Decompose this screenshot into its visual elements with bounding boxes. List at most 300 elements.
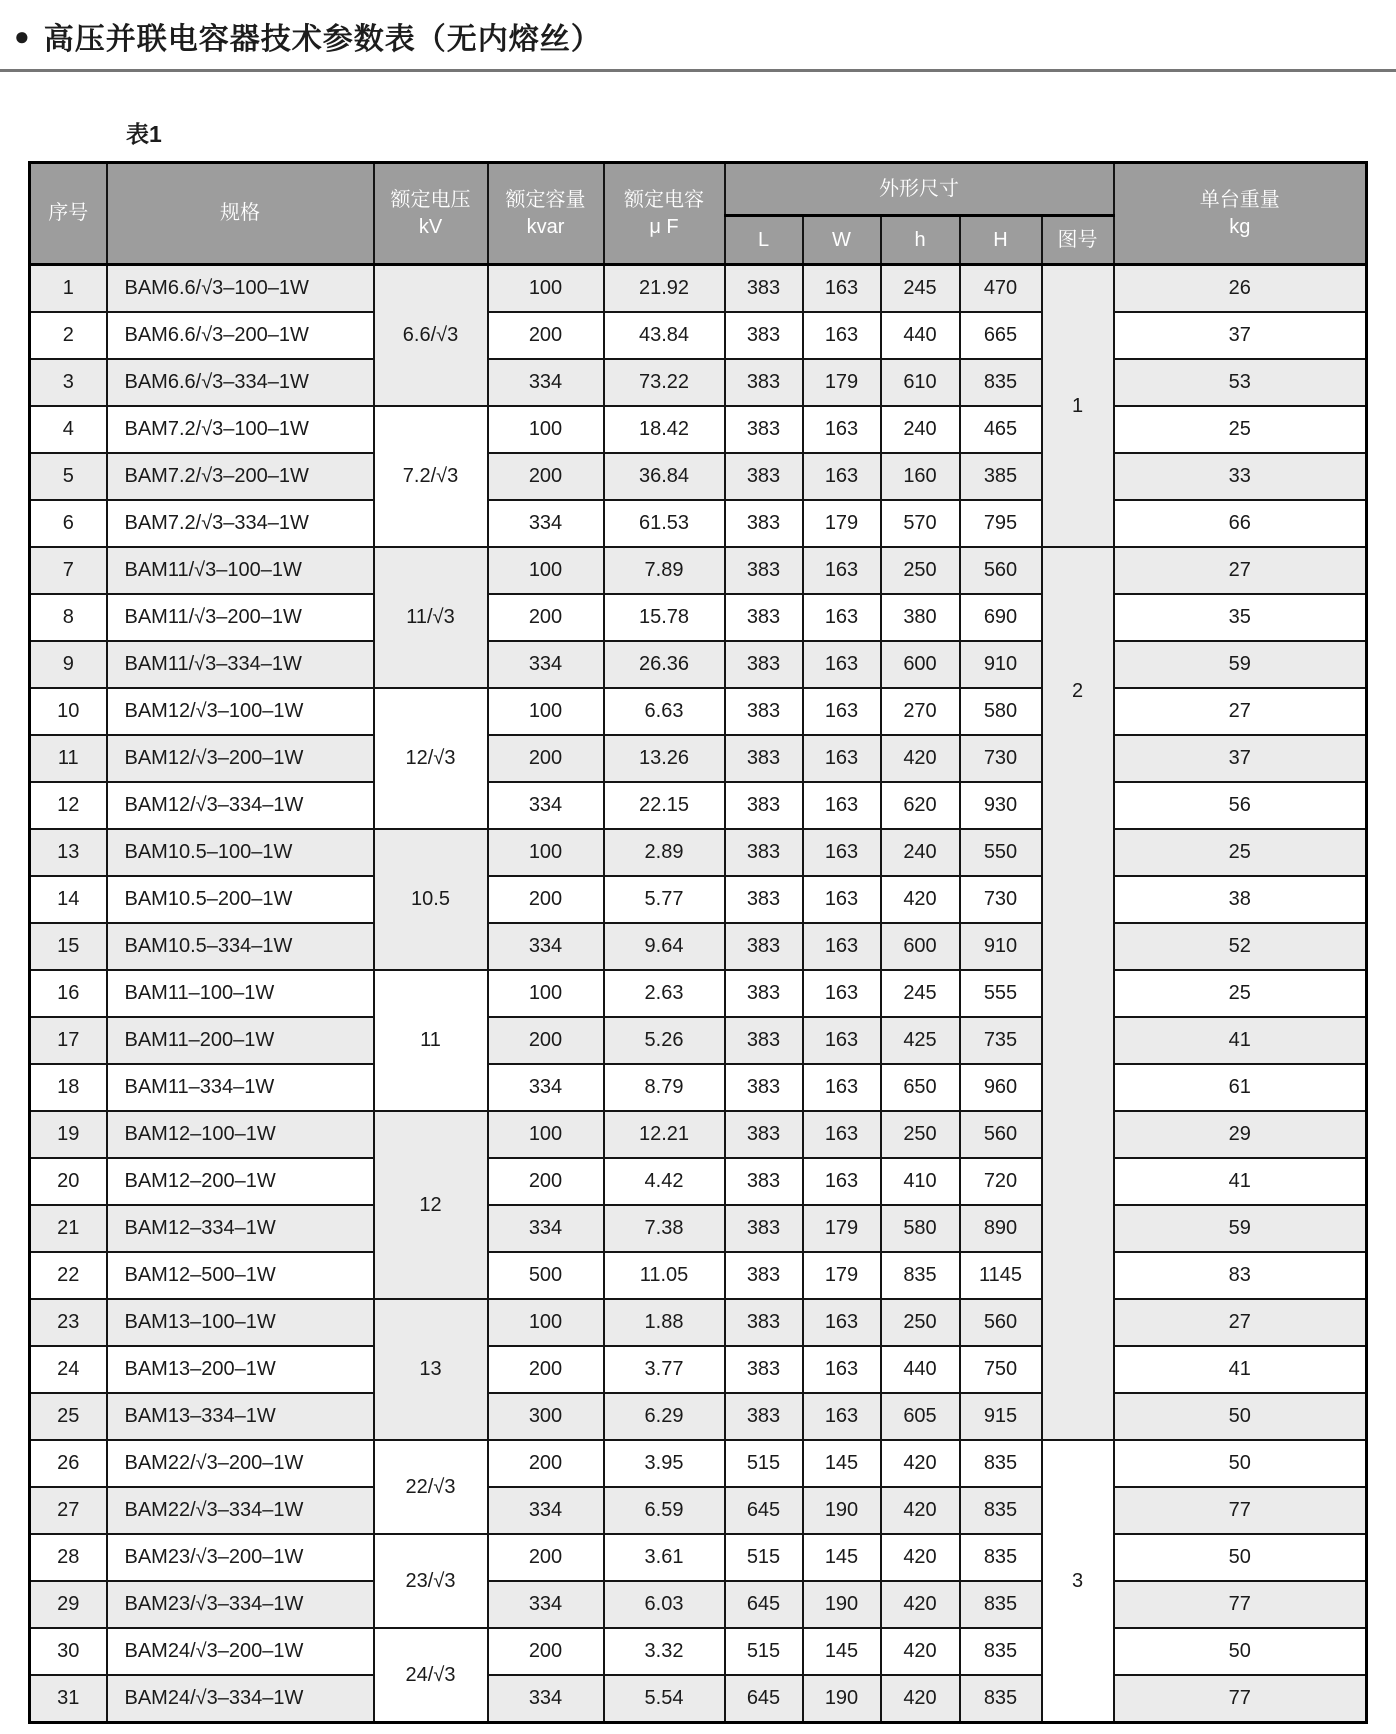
cell-dim-H: 560: [960, 547, 1042, 594]
cell-dim-H: 730: [960, 735, 1042, 782]
header-unit-weight-line1: 单台重量: [1199, 188, 1280, 211]
cell-dim-W: 163: [803, 1158, 881, 1205]
cell-dim-L: 383: [725, 1346, 803, 1393]
cell-serial: 31: [30, 1675, 107, 1723]
cell-dim-h: 250: [881, 547, 960, 594]
cell-serial: 13: [30, 829, 107, 876]
cell-model: BAM12–500–1W: [107, 1252, 374, 1299]
cell-unit-weight: 77: [1114, 1581, 1367, 1628]
cell-unit-weight: 50: [1114, 1534, 1367, 1581]
cell-serial: 25: [30, 1393, 107, 1440]
cell-unit-weight: 52: [1114, 923, 1367, 970]
table-row: [30, 1534, 1367, 1581]
cell-model: BAM7.2/√3–200–1W: [107, 453, 374, 500]
cell-rated-capacitance: 2.63: [604, 970, 725, 1017]
cell-dim-L: 383: [725, 923, 803, 970]
cell-dim-L: 383: [725, 1299, 803, 1346]
cell-dim-H: 795: [960, 500, 1042, 547]
cell-dim-h: 425: [881, 1017, 960, 1064]
cell-dim-H: 735: [960, 1017, 1042, 1064]
table-row: [30, 1205, 1367, 1252]
cell-serial: 23: [30, 1299, 107, 1346]
cell-serial: 14: [30, 876, 107, 923]
header-rated-voltage: [374, 163, 488, 265]
header-unit-weight-unit: kg: [1229, 215, 1251, 238]
cell-dim-h: 270: [881, 688, 960, 735]
cell-rated-voltage: 11/√3: [374, 547, 488, 688]
cell-rated-capacitance: 11.05: [604, 1252, 725, 1299]
cell-unit-weight: 56: [1114, 782, 1367, 829]
cell-dim-h: 420: [881, 735, 960, 782]
cell-rated-capacity: 200: [488, 876, 604, 923]
cell-dim-W: 163: [803, 1393, 881, 1440]
cell-dim-h: 835: [881, 1252, 960, 1299]
cell-dim-W: 179: [803, 359, 881, 406]
cell-dim-L: 515: [725, 1628, 803, 1675]
cell-unit-weight: 33: [1114, 453, 1367, 500]
cell-rated-capacity: 334: [488, 1064, 604, 1111]
cell-dim-h: 440: [881, 1346, 960, 1393]
cell-unit-weight: 25: [1114, 970, 1367, 1017]
cell-dim-W: 145: [803, 1440, 881, 1487]
cell-serial: 26: [30, 1440, 107, 1487]
cell-rated-capacitance: 43.84: [604, 312, 725, 359]
cell-dim-L: 383: [725, 735, 803, 782]
cell-serial: 9: [30, 641, 107, 688]
cell-dim-L: 645: [725, 1487, 803, 1534]
header-dim-W: W: [803, 216, 881, 265]
cell-dim-h: 240: [881, 829, 960, 876]
cell-dim-W: 163: [803, 594, 881, 641]
cell-model: BAM23/√3–200–1W: [107, 1534, 374, 1581]
cell-dim-W: 145: [803, 1534, 881, 1581]
cell-rated-voltage: 12/√3: [374, 688, 488, 829]
cell-dim-H: 910: [960, 641, 1042, 688]
header-unit-weight: [1114, 163, 1367, 265]
cell-dim-W: 163: [803, 453, 881, 500]
cell-model: BAM12–334–1W: [107, 1205, 374, 1252]
cell-unit-weight: 50: [1114, 1440, 1367, 1487]
cell-rated-capacitance: 12.21: [604, 1111, 725, 1158]
cell-dim-L: 383: [725, 876, 803, 923]
cell-dim-H: 580: [960, 688, 1042, 735]
cell-rated-capacitance: 3.77: [604, 1346, 725, 1393]
cell-rated-capacitance: 7.89: [604, 547, 725, 594]
cell-unit-weight: 66: [1114, 500, 1367, 547]
cell-model: BAM11/√3–100–1W: [107, 547, 374, 594]
header-rated-capacitance: [604, 163, 725, 265]
cell-dim-h: 420: [881, 1628, 960, 1675]
cell-dim-L: 645: [725, 1581, 803, 1628]
cell-rated-capacity: 200: [488, 1628, 604, 1675]
cell-rated-capacity: 100: [488, 970, 604, 1017]
cell-serial: 8: [30, 594, 107, 641]
cell-serial: 4: [30, 406, 107, 453]
cell-rated-capacity: 500: [488, 1252, 604, 1299]
cell-rated-capacity: 100: [488, 406, 604, 453]
cell-dim-h: 420: [881, 1581, 960, 1628]
cell-rated-capacity: 334: [488, 1205, 604, 1252]
cell-dim-H: 835: [960, 1675, 1042, 1723]
cell-dim-L: 383: [725, 1393, 803, 1440]
cell-rated-capacitance: 73.22: [604, 359, 725, 406]
header-dimensions: 外形尺寸: [725, 163, 1114, 216]
cell-rated-voltage: 12: [374, 1111, 488, 1299]
cell-dim-H: 960: [960, 1064, 1042, 1111]
cell-model: BAM7.2/√3–100–1W: [107, 406, 374, 453]
header-rated-capacity-line1: 额定容量: [505, 188, 586, 211]
cell-serial: 28: [30, 1534, 107, 1581]
cell-figure-no: 2: [1042, 547, 1114, 1440]
cell-model: BAM7.2/√3–334–1W: [107, 500, 374, 547]
cell-rated-voltage: 6.6/√3: [374, 265, 488, 407]
cell-serial: 11: [30, 735, 107, 782]
cell-dim-H: 470: [960, 265, 1042, 313]
cell-model: BAM12–100–1W: [107, 1111, 374, 1158]
table-row: [30, 970, 1367, 1017]
cell-unit-weight: 77: [1114, 1487, 1367, 1534]
cell-model: BAM10.5–100–1W: [107, 829, 374, 876]
cell-rated-capacitance: 2.89: [604, 829, 725, 876]
table-label: 表1: [126, 121, 162, 147]
cell-rated-capacitance: 4.42: [604, 1158, 725, 1205]
cell-rated-capacitance: 21.92: [604, 265, 725, 313]
cell-unit-weight: 41: [1114, 1158, 1367, 1205]
cell-dim-W: 163: [803, 1299, 881, 1346]
cell-rated-voltage: 7.2/√3: [374, 406, 488, 547]
cell-unit-weight: 26: [1114, 265, 1367, 313]
cell-model: BAM11–334–1W: [107, 1064, 374, 1111]
table-row: [30, 1440, 1367, 1487]
cell-serial: 1: [30, 265, 107, 313]
cell-model: BAM11–100–1W: [107, 970, 374, 1017]
table-row: [30, 265, 1367, 313]
cell-model: BAM10.5–334–1W: [107, 923, 374, 970]
cell-unit-weight: 53: [1114, 359, 1367, 406]
cell-dim-h: 600: [881, 923, 960, 970]
cell-model: BAM13–334–1W: [107, 1393, 374, 1440]
cell-dim-W: 163: [803, 782, 881, 829]
cell-model: BAM11/√3–334–1W: [107, 641, 374, 688]
cell-dim-L: 383: [725, 688, 803, 735]
cell-rated-capacity: 334: [488, 1581, 604, 1628]
cell-dim-W: 179: [803, 1205, 881, 1252]
cell-rated-capacitance: 36.84: [604, 453, 725, 500]
cell-rated-capacitance: 5.77: [604, 876, 725, 923]
cell-rated-capacity: 200: [488, 1346, 604, 1393]
cell-dim-W: 163: [803, 688, 881, 735]
cell-rated-capacity: 200: [488, 1534, 604, 1581]
cell-model: BAM6.6/√3–100–1W: [107, 265, 374, 313]
cell-dim-H: 465: [960, 406, 1042, 453]
cell-dim-W: 163: [803, 265, 881, 313]
cell-model: BAM13–200–1W: [107, 1346, 374, 1393]
cell-rated-capacitance: 6.63: [604, 688, 725, 735]
header-serial: 序号: [30, 163, 107, 265]
cell-dim-L: 515: [725, 1534, 803, 1581]
header-rated-capacity-unit: kvar: [526, 215, 565, 238]
cell-dim-W: 190: [803, 1675, 881, 1723]
cell-dim-W: 163: [803, 1017, 881, 1064]
cell-rated-capacity: 200: [488, 1158, 604, 1205]
cell-dim-W: 145: [803, 1628, 881, 1675]
cell-dim-h: 420: [881, 1675, 960, 1723]
cell-dim-W: 163: [803, 876, 881, 923]
header-rated-capacitance-line1: 额定电容: [624, 188, 704, 211]
cell-dim-H: 690: [960, 594, 1042, 641]
cell-unit-weight: 35: [1114, 594, 1367, 641]
cell-dim-h: 250: [881, 1299, 960, 1346]
cell-dim-L: 383: [725, 970, 803, 1017]
cell-dim-L: 383: [725, 594, 803, 641]
cell-unit-weight: 25: [1114, 829, 1367, 876]
cell-rated-voltage: 10.5: [374, 829, 488, 970]
cell-unit-weight: 41: [1114, 1017, 1367, 1064]
cell-serial: 5: [30, 453, 107, 500]
cell-serial: 19: [30, 1111, 107, 1158]
cell-dim-h: 420: [881, 876, 960, 923]
cell-dim-H: 730: [960, 876, 1042, 923]
cell-model: BAM6.6/√3–334–1W: [107, 359, 374, 406]
table-row: [30, 1581, 1367, 1628]
cell-rated-voltage: 23/√3: [374, 1534, 488, 1628]
table-row: [30, 500, 1367, 547]
cell-dim-W: 163: [803, 406, 881, 453]
cell-model: BAM13–100–1W: [107, 1299, 374, 1346]
cell-serial: 7: [30, 547, 107, 594]
table-row: [30, 594, 1367, 641]
cell-dim-H: 1145: [960, 1252, 1042, 1299]
table-row: [30, 782, 1367, 829]
table-row: [30, 453, 1367, 500]
cell-model: BAM24/√3–334–1W: [107, 1675, 374, 1723]
cell-unit-weight: 27: [1114, 547, 1367, 594]
cell-rated-capacity: 200: [488, 735, 604, 782]
cell-dim-h: 250: [881, 1111, 960, 1158]
table-row: [30, 1346, 1367, 1393]
cell-rated-capacitance: 8.79: [604, 1064, 725, 1111]
cell-dim-W: 163: [803, 923, 881, 970]
cell-unit-weight: 77: [1114, 1675, 1367, 1723]
cell-dim-h: 420: [881, 1534, 960, 1581]
cell-serial: 29: [30, 1581, 107, 1628]
cell-serial: 30: [30, 1628, 107, 1675]
cell-model: BAM12/√3–100–1W: [107, 688, 374, 735]
cell-dim-H: 665: [960, 312, 1042, 359]
cell-rated-capacity: 100: [488, 547, 604, 594]
cell-dim-W: 190: [803, 1581, 881, 1628]
table-row: [30, 1628, 1367, 1675]
cell-rated-voltage: 22/√3: [374, 1440, 488, 1534]
cell-dim-W: 163: [803, 735, 881, 782]
table-row: [30, 1064, 1367, 1111]
cell-figure-no: 1: [1042, 265, 1114, 548]
cell-dim-L: 383: [725, 1205, 803, 1252]
cell-rated-capacitance: 5.54: [604, 1675, 725, 1723]
table-row: [30, 1017, 1367, 1064]
cell-rated-capacity: 200: [488, 594, 604, 641]
cell-dim-h: 240: [881, 406, 960, 453]
cell-dim-L: 383: [725, 406, 803, 453]
cell-dim-h: 580: [881, 1205, 960, 1252]
cell-dim-W: 163: [803, 829, 881, 876]
cell-model: BAM6.6/√3–200–1W: [107, 312, 374, 359]
cell-rated-capacity: 100: [488, 1299, 604, 1346]
cell-serial: 18: [30, 1064, 107, 1111]
cell-dim-h: 245: [881, 970, 960, 1017]
cell-rated-capacitance: 5.26: [604, 1017, 725, 1064]
title-divider: [0, 69, 1396, 72]
cell-dim-h: 160: [881, 453, 960, 500]
cell-serial: 22: [30, 1252, 107, 1299]
bullet-icon: ●: [14, 21, 30, 51]
cell-serial: 3: [30, 359, 107, 406]
cell-dim-H: 890: [960, 1205, 1042, 1252]
cell-serial: 12: [30, 782, 107, 829]
cell-dim-h: 610: [881, 359, 960, 406]
cell-dim-H: 835: [960, 1440, 1042, 1487]
cell-rated-capacity: 200: [488, 453, 604, 500]
cell-dim-L: 515: [725, 1440, 803, 1487]
cell-serial: 17: [30, 1017, 107, 1064]
cell-serial: 27: [30, 1487, 107, 1534]
cell-dim-W: 163: [803, 641, 881, 688]
cell-rated-capacitance: 3.32: [604, 1628, 725, 1675]
header-rated-voltage-unit: kV: [418, 215, 443, 238]
cell-model: BAM12/√3–200–1W: [107, 735, 374, 782]
cell-rated-capacity: 200: [488, 1017, 604, 1064]
table-row: [30, 876, 1367, 923]
cell-dim-W: 179: [803, 1252, 881, 1299]
cell-model: BAM22/√3–334–1W: [107, 1487, 374, 1534]
header-rated-capacity: [488, 163, 604, 265]
capacitor-parameters-table: [28, 161, 1368, 1724]
table-row: [30, 1252, 1367, 1299]
table-row: [30, 735, 1367, 782]
cell-dim-W: 163: [803, 1111, 881, 1158]
cell-dim-H: 555: [960, 970, 1042, 1017]
cell-dim-H: 835: [960, 1581, 1042, 1628]
cell-rated-voltage: 11: [374, 970, 488, 1111]
cell-rated-capacity: 334: [488, 641, 604, 688]
cell-dim-H: 915: [960, 1393, 1042, 1440]
table-row: [30, 688, 1367, 735]
cell-dim-h: 420: [881, 1440, 960, 1487]
cell-dim-L: 383: [725, 1252, 803, 1299]
cell-dim-H: 560: [960, 1111, 1042, 1158]
cell-dim-L: 383: [725, 829, 803, 876]
cell-rated-capacitance: 13.26: [604, 735, 725, 782]
cell-model: BAM12/√3–334–1W: [107, 782, 374, 829]
cell-dim-L: 383: [725, 782, 803, 829]
cell-dim-h: 410: [881, 1158, 960, 1205]
cell-rated-capacity: 334: [488, 923, 604, 970]
cell-dim-H: 560: [960, 1299, 1042, 1346]
cell-unit-weight: 37: [1114, 312, 1367, 359]
cell-dim-h: 420: [881, 1487, 960, 1534]
table-row: [30, 641, 1367, 688]
cell-model: BAM12–200–1W: [107, 1158, 374, 1205]
cell-rated-capacitance: 18.42: [604, 406, 725, 453]
cell-unit-weight: 27: [1114, 1299, 1367, 1346]
cell-dim-L: 383: [725, 453, 803, 500]
cell-dim-W: 163: [803, 970, 881, 1017]
table-row: [30, 829, 1367, 876]
cell-dim-L: 383: [725, 312, 803, 359]
cell-serial: 16: [30, 970, 107, 1017]
table-row: [30, 1158, 1367, 1205]
cell-dim-H: 910: [960, 923, 1042, 970]
cell-dim-H: 930: [960, 782, 1042, 829]
header-dim-L: L: [725, 216, 803, 265]
cell-unit-weight: 25: [1114, 406, 1367, 453]
cell-dim-h: 380: [881, 594, 960, 641]
cell-dim-H: 835: [960, 1487, 1042, 1534]
table-row: [30, 547, 1367, 594]
cell-model: BAM11–200–1W: [107, 1017, 374, 1064]
cell-rated-capacity: 334: [488, 1487, 604, 1534]
cell-rated-voltage: 24/√3: [374, 1628, 488, 1723]
cell-rated-capacitance: 3.95: [604, 1440, 725, 1487]
cell-rated-capacitance: 15.78: [604, 594, 725, 641]
table-row: [30, 1487, 1367, 1534]
cell-unit-weight: 59: [1114, 641, 1367, 688]
table-header: [30, 163, 1367, 265]
cell-dim-W: 163: [803, 312, 881, 359]
table-body: [30, 265, 1367, 1723]
cell-serial: 21: [30, 1205, 107, 1252]
cell-rated-capacity: 100: [488, 265, 604, 313]
cell-dim-H: 550: [960, 829, 1042, 876]
cell-dim-W: 190: [803, 1487, 881, 1534]
cell-rated-capacitance: 9.64: [604, 923, 725, 970]
cell-rated-capacity: 334: [488, 1675, 604, 1723]
cell-dim-h: 570: [881, 500, 960, 547]
page-title-row: [0, 0, 1396, 58]
cell-rated-capacitance: 6.29: [604, 1393, 725, 1440]
cell-serial: 6: [30, 500, 107, 547]
cell-rated-capacitance: 22.15: [604, 782, 725, 829]
cell-rated-capacity: 100: [488, 829, 604, 876]
cell-rated-capacity: 100: [488, 1111, 604, 1158]
cell-dim-h: 605: [881, 1393, 960, 1440]
cell-dim-W: 163: [803, 547, 881, 594]
table-row: [30, 1299, 1367, 1346]
cell-dim-H: 750: [960, 1346, 1042, 1393]
cell-dim-H: 835: [960, 1628, 1042, 1675]
cell-dim-h: 600: [881, 641, 960, 688]
cell-unit-weight: 27: [1114, 688, 1367, 735]
cell-rated-capacity: 334: [488, 782, 604, 829]
cell-rated-capacity: 300: [488, 1393, 604, 1440]
header-figure-no: 图号: [1042, 216, 1114, 265]
cell-dim-L: 383: [725, 1064, 803, 1111]
cell-unit-weight: 37: [1114, 735, 1367, 782]
header-spec: 规格: [107, 163, 374, 265]
cell-rated-capacitance: 26.36: [604, 641, 725, 688]
cell-serial: 10: [30, 688, 107, 735]
cell-dim-H: 720: [960, 1158, 1042, 1205]
cell-model: BAM10.5–200–1W: [107, 876, 374, 923]
page-title: 高压并联电容器技术参数表（无内熔丝）: [43, 23, 602, 56]
cell-rated-capacitance: 3.61: [604, 1534, 725, 1581]
cell-rated-capacity: 334: [488, 359, 604, 406]
cell-dim-H: 835: [960, 359, 1042, 406]
cell-dim-L: 383: [725, 500, 803, 547]
cell-model: BAM24/√3–200–1W: [107, 1628, 374, 1675]
cell-dim-h: 440: [881, 312, 960, 359]
cell-dim-W: 163: [803, 1064, 881, 1111]
